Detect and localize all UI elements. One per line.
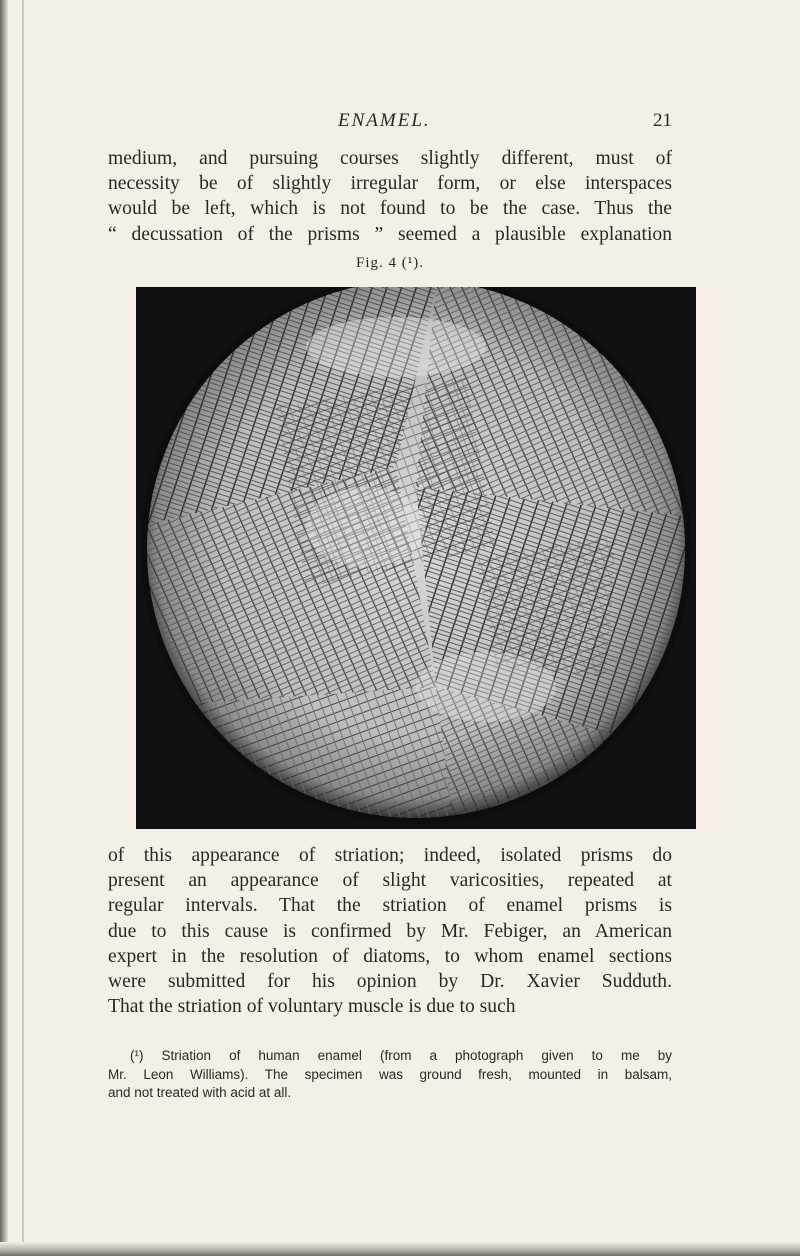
text-line: necessity be of slightly irregular form, or else interspaces bbox=[108, 173, 672, 195]
text-line: would be left, which is not found to be the case. Thus the bbox=[108, 198, 672, 220]
text-line: “ decussation of the prisms ” seemed a plausible explanation bbox=[108, 223, 672, 245]
text-line: of this appearance of striation; indeed, isolated prisms do bbox=[108, 845, 672, 866]
footnote-line: (¹) Striation of human enamel (from a photograph given to me by bbox=[130, 1048, 672, 1063]
paragraph-top bbox=[108, 146, 672, 247]
micrograph-figure bbox=[136, 287, 696, 829]
figure-caption: Fig. 4 (¹). bbox=[356, 255, 424, 271]
footnote-line: and not treated with acid at all. bbox=[108, 1085, 292, 1100]
page-bottom-edge bbox=[0, 1242, 800, 1256]
text-line: due to this cause is confirmed by Mr. Febiger, an American bbox=[108, 920, 672, 942]
micrograph-image bbox=[136, 287, 696, 829]
footnote bbox=[108, 1047, 672, 1103]
text-line: present an appearance of slight varicosities, repeated at bbox=[108, 870, 672, 892]
running-title: ENAMEL. bbox=[338, 110, 431, 131]
text-line: expert in the resolution of diatoms, to whom enamel sections bbox=[108, 945, 672, 967]
text-line: medium, and pursuing courses slightly different, must of bbox=[108, 148, 672, 169]
footnote-line: Mr. Leon Williams). The specimen was ground fresh, mounted in balsam, bbox=[108, 1066, 672, 1082]
paragraph-bottom bbox=[108, 843, 672, 1019]
page-header bbox=[108, 110, 672, 134]
page-number: 21 bbox=[653, 110, 672, 131]
page-binding-line bbox=[22, 0, 24, 1256]
text-line: regular intervals. That the striation of enamel prisms is bbox=[108, 895, 672, 917]
text-line: That the striation of voluntary muscle is due to such bbox=[108, 996, 516, 1018]
text-line: were submitted for his opinion by Dr. Xavier Sudduth. bbox=[108, 971, 672, 993]
page-binding-edge bbox=[0, 0, 8, 1256]
